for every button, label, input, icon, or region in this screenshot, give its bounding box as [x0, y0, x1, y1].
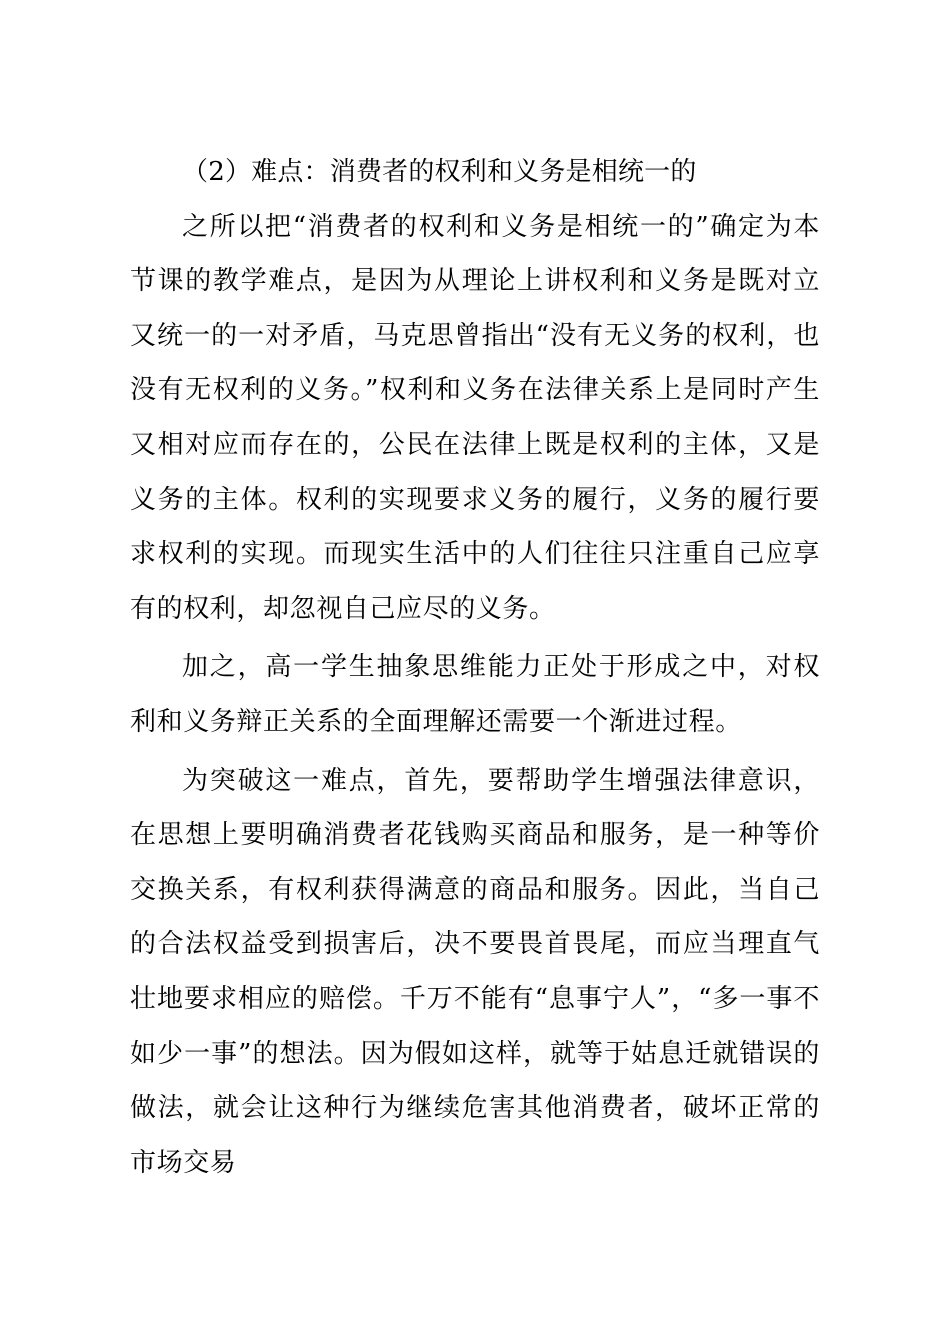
section-heading: （2）难点：消费者的权利和义务是相统一的: [182, 157, 697, 187]
paragraph-breakthrough-method: 为突破这一难点，首先，要帮助学生增强法律意识，在思想上要明确消费者花钱购买商品和服务，是一种等价交换关系，有权利获得满意的商品和服务。因此，当自己的合法权益受到损害后，决不要畏首畏尾，而应当理直气壮地要求相应的赔偿。千万不能有“息事宁人”，“多一事不如少一事”的想法。因为假如这样，就等于姑息迁就错误的做法，就会让这种行为继续危害其他消费者，破坏正常的市场交易: [130, 765, 820, 1178]
paragraph-student-ability: 加之，高一学生抽象思维能力正处于形成之中，对权利和义务辩正关系的全面理解还需要一个渐进过程。: [130, 652, 820, 737]
paragraph-difficulty-reason: 之所以把“消费者的权利和义务是相统一的”确定为本节课的教学难点，是因为从理论上讲权利和义务是既对立又统一的一对矛盾，马克思曾指出“没有无义务的权利，也没有无权利的义务。”权利和义务在法律关系上是同时产生又相对应而存在的，公民在法律上既是权利的主体，又是义务的主体。权利的实现要求义务的履行，义务的履行要求权利的实现。而现实生活中的人们往往只注重自己应享有的权利，却忽视自己应尽的义务。: [130, 211, 820, 624]
document-body: [130, 145, 820, 1190]
